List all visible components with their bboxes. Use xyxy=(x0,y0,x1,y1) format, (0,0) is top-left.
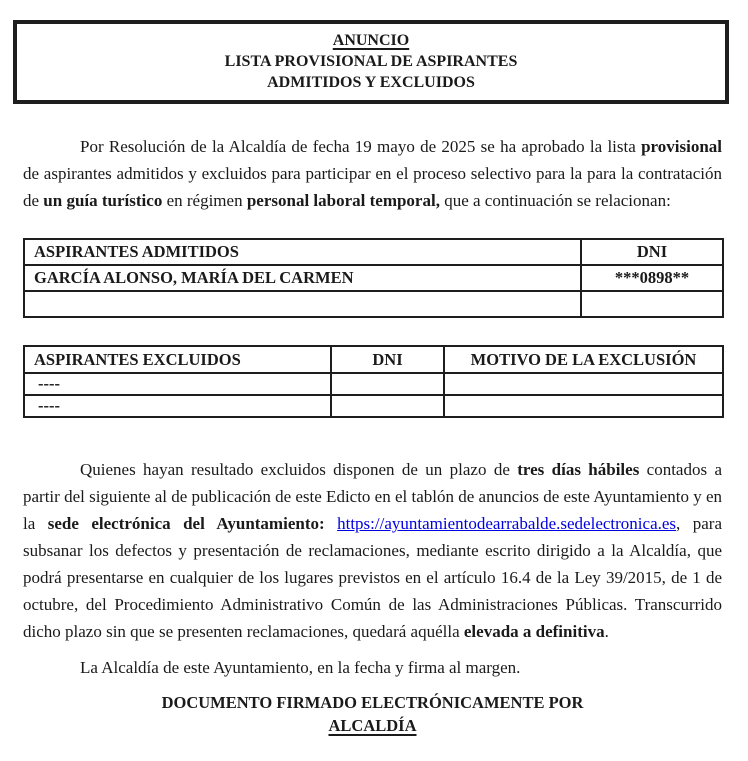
body-text: Quienes hayan resultado excluidos disponen de un plazo de xyxy=(80,460,518,479)
announcement-subtitle-1: LISTA PROVISIONAL DE ASPIRANTES xyxy=(224,53,518,70)
body-text: contados a partir del siguiente al de publicación de este Edicto en el tablón de anuncios de este Ayuntamiento y en la xyxy=(23,460,722,533)
body-text: en régimen xyxy=(162,191,247,210)
announcement-subtitle-2: ADMITIDOS Y EXCLUIDOS xyxy=(267,74,475,91)
body-text: , para subsanar los defectos y presentación de reclamaciones, mediante escrito dirigido a la Alcaldía, que podrá presentarse en cualquier de los lugares previstos en el artículo 16.4 de la Ley 39/2015, de 1 de octubre, del Procedimiento Administrativo Común de las Administraciones Públicas. Transcurrido dicho plazo sin que se presenten reclamaciones, quedará aquélla xyxy=(23,514,722,641)
table-cell xyxy=(444,395,723,417)
table-cell xyxy=(24,291,581,317)
table-cell: ***0898** xyxy=(581,265,723,291)
table-row xyxy=(24,395,723,417)
body-text: que a continuación se relacionan: xyxy=(439,191,671,210)
column-header: ASPIRANTES EXCLUIDOS xyxy=(24,346,331,373)
excluded-table-header-row xyxy=(24,346,723,373)
column-header: ASPIRANTES ADMITIDOS xyxy=(24,239,581,265)
table-row xyxy=(24,265,723,291)
table-cell xyxy=(331,373,444,395)
bold-emphasis: provisional xyxy=(641,137,722,156)
bold-emphasis: elevada a definitiva xyxy=(463,622,605,641)
announcement-title: ANUNCIO xyxy=(332,32,410,49)
table-cell xyxy=(444,373,723,395)
signer-role-line xyxy=(23,714,722,737)
column-header: MOTIVO DE LA EXCLUSIÓN xyxy=(444,346,723,373)
admitted-applicants-table xyxy=(23,238,724,318)
body-text: Por Resolución de la Alcaldía de fecha 19 mayo de 2025 se ha aprobado la lista xyxy=(80,137,642,156)
column-header: DNI xyxy=(581,239,723,265)
table-row xyxy=(24,291,723,317)
paragraph-signature-note: La Alcaldía de este Ayuntamiento, en la fecha y firma al margen. xyxy=(80,658,521,677)
column-header: DNI xyxy=(331,346,444,373)
body-text xyxy=(325,514,337,533)
bold-emphasis: un guía turístico xyxy=(43,191,163,210)
footer-signature-block xyxy=(23,691,722,737)
admitted-table-header-row xyxy=(24,239,723,265)
paragraph-claims-period xyxy=(23,456,722,645)
paragraph-resolution xyxy=(23,133,722,214)
table-cell xyxy=(581,291,723,317)
bold-emphasis: tres días hábiles xyxy=(517,460,640,479)
signer-role-text: ALCALDÍA xyxy=(328,716,417,735)
header-box xyxy=(13,20,729,104)
table-cell xyxy=(331,395,444,417)
table-cell: GARCÍA ALONSO, MARÍA DEL CARMEN xyxy=(24,265,581,291)
table-cell: ---- xyxy=(24,373,331,395)
signed-electronically-text: DOCUMENTO FIRMADO ELECTRÓNICAMENTE POR xyxy=(161,693,584,712)
table-row xyxy=(24,373,723,395)
table-cell: ---- xyxy=(24,395,331,417)
excluded-applicants-table xyxy=(23,345,724,418)
body-text: . xyxy=(604,622,609,641)
body-text: de aspirantes admitidos y excluidos para participar en el proceso selectivo para la para la contratación de xyxy=(23,164,722,210)
document-body xyxy=(23,133,722,737)
bold-emphasis: personal laboral temporal, xyxy=(246,191,440,210)
announcement-title-line xyxy=(21,30,721,51)
bold-emphasis: sede electrónica del Ayuntamiento: xyxy=(47,514,325,533)
sede-electronica-link[interactable]: https://ayuntamientodearrabalde.sedelectronica.es xyxy=(337,514,677,533)
